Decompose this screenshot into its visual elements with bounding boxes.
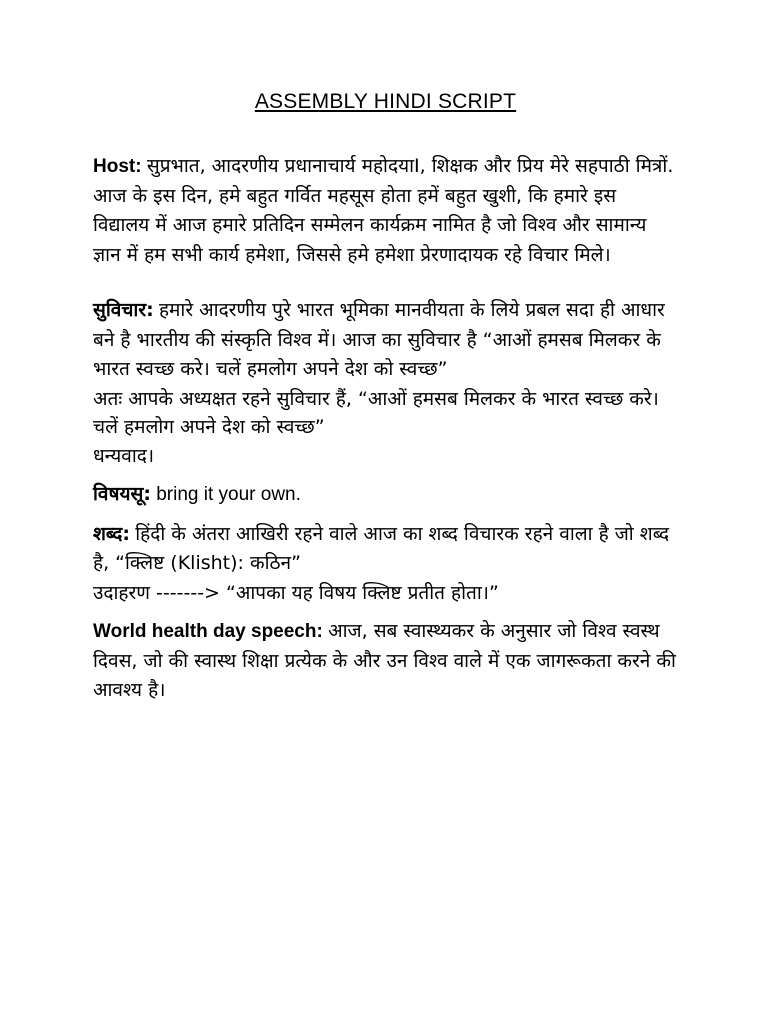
thought-text-3: धन्यवाद। (93, 444, 155, 467)
host-text: सुप्रभात, आदरणीय प्रधानाचार्य महोदयाI, शिक्षक और प्रिय मेरे सहपाठी मित्रों. आज के इस दिन, हमे बहुत गर्वित महसूस होता हमें बहुत खुशी, कि हमारे इस विद्यालय में आज हमारे प्रतिदिन सम्मेलन कार्यक्रम नामित है जो विश्व और सामान्य ज्ञान में हम सभी कार्य हमेशा, जिससे हमे हमेशा प्रेरणादायक रहे विचार मिले। (93, 155, 674, 266)
speech-paragraph (93, 617, 678, 706)
word-text-2: उदाहरण -------> “आपका यह विषय क्लिष्ट प्रतीत होता।” (93, 581, 499, 604)
document-title: ASSEMBLY HINDI SCRIPT (254, 90, 517, 113)
theme-text: bring it your own. (156, 484, 301, 505)
word-paragraph (93, 520, 678, 579)
speech-label: World health day speech: (93, 621, 323, 642)
word-label: शब्द: (93, 522, 130, 545)
host-paragraph (93, 152, 678, 270)
thought-text-1: हमारे आदरणीय पुरे भारत भूमिका मानवीयता के लिये प्रबल सदा ही आधार बने है भारतीय की संस्कृति विश्व में। आज का सुविचार है “आओं हमसब मिलकर के भारत स्वच्छ करे। चलें हमलोग अपने देश को स्वच्छ” (93, 299, 665, 380)
thought-paragraph (93, 296, 678, 385)
thought-text-2: अतः आपके अध्यक्षत रहने सुविचार हैं, “आओं हमसब मिलकर के भारत स्वच्छ करे। चलें हमलोग अपने देश को स्वच्छ” (93, 387, 659, 438)
theme-label: विषयसू: (93, 483, 151, 505)
speech-text: आज, सब स्वास्थ्यकर के अनुसार जो विश्व स्वस्थ दिवस, जो की स्वास्थ शिक्षा प्रत्येक के और उन विश्व वाले में एक जागरूकता करने की आवश्य है। (93, 620, 676, 701)
host-label: Host: (93, 156, 142, 177)
thought-label: सुविचार: (93, 299, 154, 321)
theme-paragraph (93, 480, 678, 510)
word-text-1: हिंदी के अंतरा आखिरी रहने वाले आज का शब्द विचारक रहने वाला है जो शब्द है, “क्लिष्ट (Klisht): कठिन” (93, 522, 670, 574)
